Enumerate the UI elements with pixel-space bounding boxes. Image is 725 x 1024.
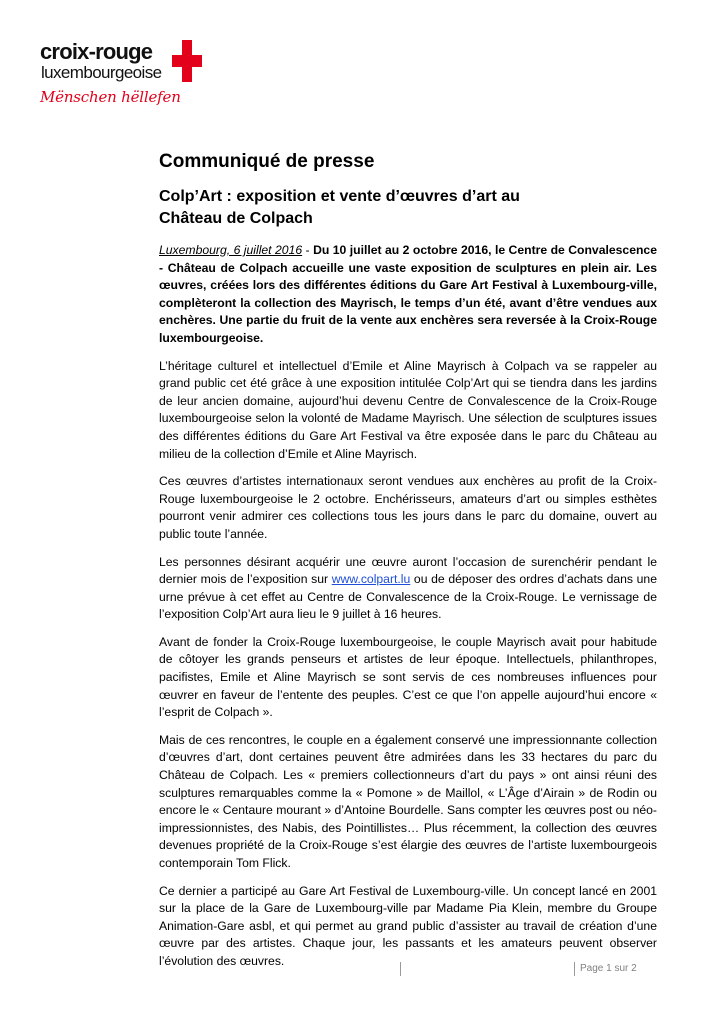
paragraph-bidding (159, 554, 657, 624)
press-release-body (159, 150, 657, 971)
paragraph-heritage: L’héritage culturel et intellectuel d’Emile et Aline Mayrisch à Colpach va se rappeler au grand public cet été grâce à une exposition intitulée Colp’Art qui se tiendra dans les jardins de leur ancien domaine, aujourd’hui devenu Centre de Convalescence de la Croix-Rouge luxembourgeoise selon la volonté de Madame Mayrisch. Une sélection de sculptures issues des différentes éditions du Gare Art Festival va être exposée dans le parc du Château au milieu de la collection d’Emile et Aline Mayrisch. (159, 358, 657, 461)
footer-divider-right (574, 962, 575, 976)
logo-subtitle: luxembourgeoise (41, 63, 162, 82)
article-heading (159, 186, 657, 230)
logo-name: croix-rouge (40, 39, 153, 64)
paragraph-mayrisch-couple: Avant de fonder la Croix-Rouge luxembourgeoise, le couple Mayrisch avait pour habitude de côtoyer les grands penseurs et artistes de leur époque. Intellectuels, philanthropes, pacifistes, Emile et Aline Mayrisch se sont servis de ces nombreuses influences pour œuvrer en faveur de l’entente des peuples. C’est ce que l’on appelle aujourd’hui encore « l’esprit de Colpach ». (159, 634, 657, 720)
paragraph-bidding-text-1: Les personnes désirant acquérir une œuvre auront l’occasion de surenchérir pendant le dernier mois de l’exposition sur (159, 554, 657, 587)
heading-line-2: Château de Colpach (159, 210, 313, 227)
red-cross-icon (172, 40, 202, 82)
paragraph-auction: Ces œuvres d’artistes internationaux seront vendues aux enchères au profit de la Croix-Rouge luxembourgeoise le 2 octobre. Enchérisseurs, amateurs d’art ou simples esthètes pourront venir admirer ces collections tous les jours dans le parc du domaine, ouvert au public toute l’année. (159, 474, 657, 541)
footer-divider-left (400, 962, 401, 976)
lead-text: Du 10 juillet au 2 octobre 2016, le Centre de Convalescence - Château de Colpach accueille une vaste exposition de sculptures en plein air. Les œuvres, créées lors des différentes éditions du Gare Art Festival à Luxembourg-ville, complèteront la collection des Mayrisch, le temps d’un été, avant d’être vendues aux enchères. Une partie du fruit de la vente aux enchères sera reversée à la Croix-Rouge luxembourgeoise. (159, 243, 657, 345)
croix-rouge-logo (40, 40, 210, 112)
paragraph-collection: Mais de ces rencontres, le couple en a également conservé une impressionnante collection d’œuvres d’art, dont certaines peuvent être admirées dans les 33 hectares du parc du Château de Colpach. Les « premiers collectionneurs d’art du pays » ont ainsi réuni des sculptures remarquables comme la « Pomone » de Maillol, « L’Âge d’Airain » de Rodin ou encore le « Centaure mourant » d’Antoine Bourdelle. Sans compter les œuvres post ou néo-impressionnistes, des Nabis, des Pointillistes… Plus récemment, la collection des œuvres devenues propriété de la Croix-Rouge s’est élargie des œuvres de l’artiste luxembourgeois contemporain Tom Flick. (159, 732, 657, 870)
colpart-link[interactable]: www.colpart.lu (331, 572, 411, 587)
lead-paragraph (159, 242, 657, 348)
page-title: Communiqué de presse (159, 151, 375, 172)
paragraph-festival: Ce dernier a participé au Gare Art Festival de Luxembourg-ville. Un concept lancé en 2001 sur la place de la Gare de Luxembourg-ville par Madame Pia Klein, membre du Groupe Animation-Gare asbl, et qui permet au grand public d’assister au travail de création d’une œuvre par des artistes. Chaque jour, les passants et les amateurs peuvent observer l’évolution des œuvres. (159, 883, 657, 968)
heading-line-1: Colp’Art : exposition et vente d’œuvres d’art au (159, 188, 520, 205)
page-number: Page 1 sur 2 (580, 963, 637, 974)
paragraph-bidding-text-2: ou de déposer des ordres d’achats dans une urne prévue à cet effet au Centre de Convalescence de la Croix-Rouge. Le vernissage de l’exposition Colp’Art aura lieu le 9 juillet à 16 heures. (159, 572, 657, 622)
dateline-separator: - (302, 243, 314, 257)
logo-tagline: Mënschen hëllefen (40, 88, 181, 106)
dateline: Luxembourg, 6 juillet 2016 (159, 243, 303, 257)
